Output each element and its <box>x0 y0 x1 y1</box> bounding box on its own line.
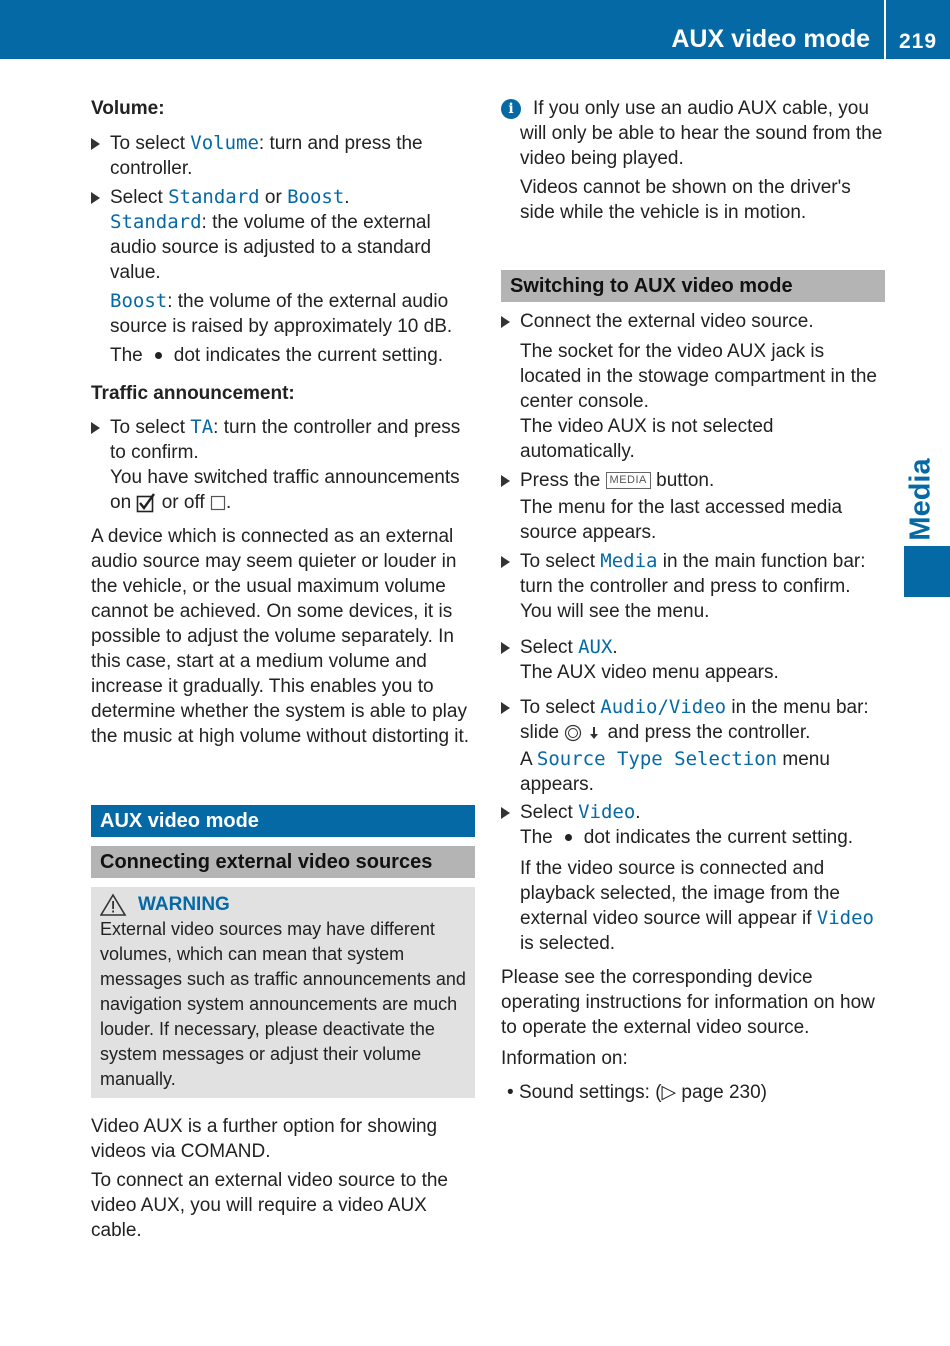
warning-title: WARNING <box>138 894 230 915</box>
text: To select <box>110 417 191 438</box>
text: : the volume of the external audio source is raised by approximately 10 dB. <box>110 291 453 337</box>
menu-item-media: Media <box>600 550 658 572</box>
step-connect-result-2: The video AUX is not selected automatically. <box>520 416 774 462</box>
text: dot indicates the current setting. <box>173 345 444 366</box>
text: Select <box>110 187 169 208</box>
warning-triangle-icon <box>100 893 130 917</box>
step-select-video <box>501 800 885 825</box>
checkbox-unchecked-icon <box>210 495 226 511</box>
text: . <box>612 637 618 658</box>
dot-icon <box>565 834 572 841</box>
ta-result: You have switched traffic announcements <box>110 467 460 488</box>
media-button-icon: MEDIA <box>606 472 651 489</box>
menu-source-type-selection: Source Type Selection <box>536 748 778 770</box>
information-on: Information on: <box>501 1048 628 1069</box>
text: menu appears. <box>520 749 830 795</box>
step-arrow-icon <box>501 316 510 328</box>
step-arrow-icon <box>501 556 510 568</box>
volume-boost-desc <box>91 289 475 339</box>
info-note-2: Videos cannot be shown on the driver's side while the vehicle is in motion. <box>520 177 851 223</box>
aux-paragraph-1: Video AUX is a further option for showing videos via COMAND. <box>91 1116 438 1162</box>
left-column <box>91 96 475 1243</box>
side-tab-text: Media <box>904 458 937 541</box>
dot-icon <box>155 352 162 359</box>
warning-box <box>91 887 475 1098</box>
page-reference-link[interactable]: Sound settings: (▷ page 230) <box>518 1082 767 1103</box>
step-select-aux <box>501 635 885 660</box>
step-arrow-icon <box>91 138 100 150</box>
text: in the main function bar: turn the controller and press to confirm. <box>520 551 866 597</box>
step-arrow-icon <box>501 807 510 819</box>
page-number: 219 <box>898 30 938 53</box>
device-paragraph: A device which is connected as an external audio source may seem quieter or louder in the vehicle, or the usual maximum volume cannot be achieved. On some devices, it is possible to adjust the volume separately. In this case, start at a medium volume and increase it gradually. This enables you to determine whether the system is able to play the music at high volume without distorting it. <box>91 526 470 747</box>
see-instructions-paragraph: Please see the corresponding device operating instructions for information on how to operate the external video source. <box>501 967 875 1038</box>
step-press-media <box>501 468 885 493</box>
menu-item-video: Video <box>816 907 874 929</box>
step-connect-result-1: The socket for the video AUX jack is located in the stowage compartment in the center console. <box>520 341 877 412</box>
step-source-type-result <box>501 747 885 797</box>
menu-item-video: Video <box>578 801 636 823</box>
text: The <box>110 345 143 366</box>
step-select-media <box>501 549 885 599</box>
step-arrow-icon <box>501 475 510 487</box>
side-tab-marker <box>904 546 950 597</box>
text: slide <box>520 722 565 743</box>
aux-paragraph-2: To connect an external video source to the video AUX, you will require a video AUX cable. <box>91 1170 449 1241</box>
text: If the video source is connected and playback selected, the image from the external video source will appear if <box>520 858 841 929</box>
menu-item-aux: AUX <box>578 636 613 658</box>
text: and press the controller. <box>602 722 811 743</box>
text: : turn the controller and press to confirm. <box>110 417 461 463</box>
volume-step-standard-boost <box>91 185 475 210</box>
text: on <box>110 492 132 513</box>
text: A <box>520 749 537 770</box>
menu-item-boost: Boost <box>287 186 345 208</box>
controller-slide-down-icon <box>564 724 602 742</box>
text: Select <box>520 637 579 658</box>
text: or off <box>161 492 205 513</box>
volume-dot-note <box>91 343 475 368</box>
text: The <box>520 827 553 848</box>
text: Connect the external video source. <box>520 311 814 332</box>
text: . <box>344 187 350 208</box>
ta-on-off <box>91 490 475 515</box>
volume-heading: Volume: <box>91 98 165 119</box>
info-note <box>501 96 885 171</box>
side-tab-label <box>888 458 950 541</box>
menu-item-ta: TA <box>190 416 214 438</box>
text: Select <box>520 802 579 823</box>
sound-settings-bullet: • Sound settings: (▷ page 230) <box>507 1082 767 1103</box>
section-title: AUX video mode <box>91 805 475 837</box>
step-slide-controller <box>501 720 885 745</box>
text: : the volume of the external audio source is adjusted to a standard value. <box>110 212 432 283</box>
ta-heading: Traffic announcement: <box>91 383 295 404</box>
text: is selected. <box>520 933 616 954</box>
text: To select <box>520 551 601 572</box>
warning-text: External video sources may have different volumes, which can mean that system messages such as traffic announcements and navigation system announcements are much louder. If necessary, please deactivate the system messages or adjust their volume manually. <box>100 919 466 1089</box>
step-select-video-dot <box>501 825 885 850</box>
menu-item-standard: Standard <box>110 211 202 233</box>
switching-section-title: Switching to AUX video mode <box>501 270 885 302</box>
volume-standard-desc <box>91 210 475 285</box>
step-connect <box>501 309 885 334</box>
text: : turn and press the controller. <box>110 133 423 179</box>
step-select-audio-video <box>501 695 885 720</box>
text: in the menu bar: <box>726 697 869 718</box>
menu-item-standard: Standard <box>168 186 260 208</box>
menu-item-volume: Volume <box>190 132 259 154</box>
step-arrow-icon <box>91 422 100 434</box>
volume-step-select <box>91 131 475 181</box>
step-select-video-result <box>501 856 885 956</box>
step-press-media-result: The menu for the last accessed media source appears. <box>520 497 843 543</box>
checkbox-checked-icon <box>136 493 156 513</box>
right-column <box>501 96 885 1105</box>
text: To select <box>520 697 601 718</box>
text: . <box>635 802 641 823</box>
menu-item-boost: Boost <box>110 290 168 312</box>
text: button. <box>650 470 715 491</box>
text: Press the <box>520 470 606 491</box>
ta-step <box>91 415 475 465</box>
text: To select <box>110 133 191 154</box>
step-arrow-icon <box>501 702 510 714</box>
warning-header <box>100 892 466 917</box>
text: If you only use an audio AUX cable, you will only be able to hear the sound from the video being played. <box>520 98 883 169</box>
step-select-aux-result: The AUX video menu appears. <box>520 662 779 683</box>
step-arrow-icon <box>91 192 100 204</box>
step-select-media-result: You will see the menu. <box>520 601 710 622</box>
text: dot indicates the current setting. <box>583 827 854 848</box>
header-title: AUX video mode <box>671 25 870 53</box>
menu-item-audio-video: Audio/Video <box>600 696 727 718</box>
step-arrow-icon <box>501 642 510 654</box>
info-icon: i <box>501 99 521 119</box>
subsection-title: Connecting external video sources <box>91 846 475 878</box>
text: or <box>259 187 288 208</box>
text: . <box>225 492 232 513</box>
